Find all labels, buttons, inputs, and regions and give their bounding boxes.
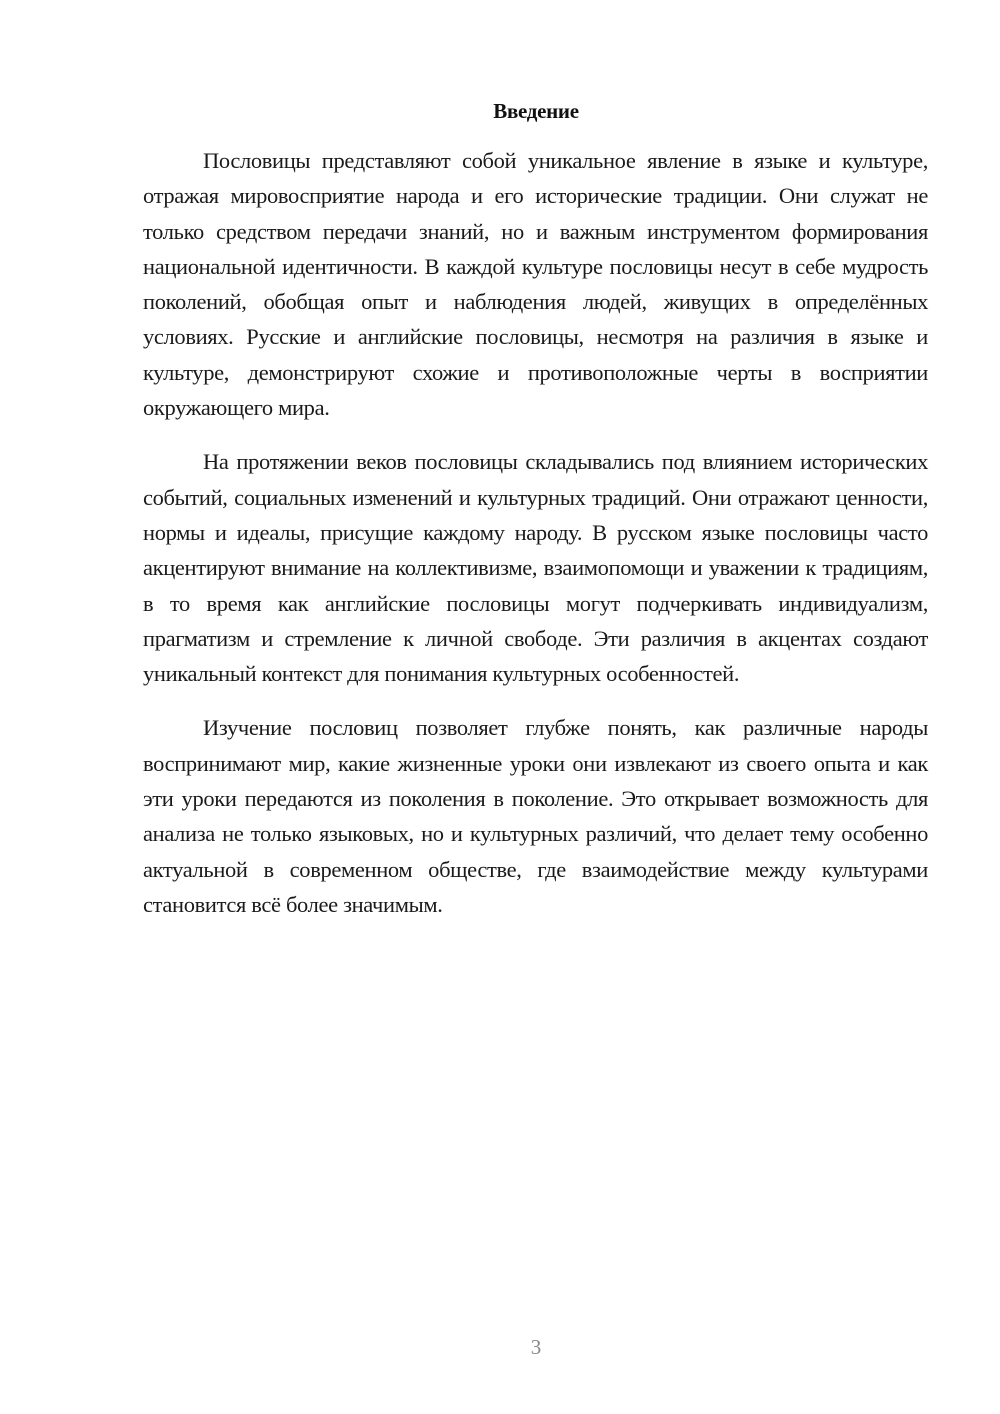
paragraph-3: Изучение пословиц позволяет глубже понять, как различные народы воспринимают мир, какие жизненные уроки они извлекают из своего опыта и как эти уроки передаются из поколения в поколение. Это открывает возможность для анализа не только языковых, но и культурных различий, что делает тему особенно актуальной в современном обществе, где взаимодействие между культурами становится всё более значимым. xyxy=(143,715,928,917)
section-title: Введение xyxy=(493,99,579,123)
body-text xyxy=(143,143,928,922)
paragraph-2: На протяжении веков пословицы складывались под влиянием исторических событий, социальных изменений и культурных традиций. Они отражают ценности, нормы и идеалы, присущие каждому народу. В русском языке пословицы часто акцентируют внимание на коллективизме, взаимопомощи и уважении к традициям, в то время как английские пословицы могут подчеркивать индивидуализм, прагматизм и стремление к личной свободе. Эти различия в акцентах создают уникальный контекст для понимания культурных особенностей. xyxy=(143,449,928,687)
paragraph-1: Пословицы представляют собой уникальное явление в языке и культуре, отражая мировосприятие народа и его исторические традиции. Они служат не только средством передачи знаний, но и важным инструментом формирования национальной идентичности. В каждой культуре пословицы несут в себе мудрость поколений, обобщая опыт и наблюдения людей, живущих в определённых условиях. Русские и английские пословицы, несмотря на различия в языке и культуре, демонстрируют схожие и противоположные черты в восприятии окружающего мира. xyxy=(143,148,928,421)
page-number: 3 xyxy=(530,1335,542,1359)
